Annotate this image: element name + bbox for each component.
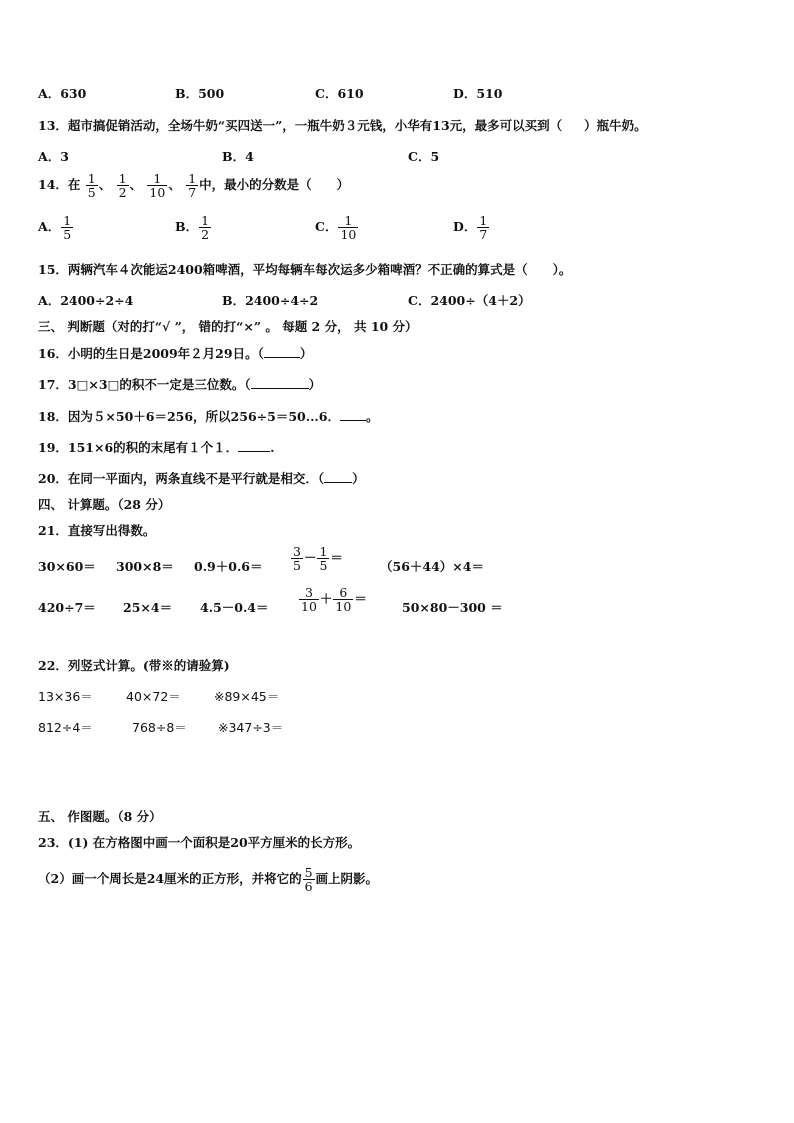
q21-item-1: 30×60＝ xyxy=(38,559,96,574)
q15-option-c: C．2400÷（4＋2） xyxy=(408,293,531,308)
question-13 xyxy=(38,116,647,134)
question-19: 19．151×6的积的末尾有１个１． . xyxy=(38,440,275,455)
q21-item-4: $\frac{3}{5}$ － $\frac{1}{5}$ ＝ xyxy=(293,544,343,574)
q21-item-7: 25×4＝ xyxy=(123,600,173,615)
question-18: 18．因为５×50＋6＝256，所以256÷5＝50...6． 。 xyxy=(38,409,379,424)
q22-item-1: 13×36＝ xyxy=(38,689,93,704)
q14-prefix: 14．在 xyxy=(38,177,81,193)
q14-option-d: D． $\frac{1}{7}$ xyxy=(453,213,488,243)
q22-item-5: 768÷8＝ xyxy=(132,720,187,735)
q12-option-d: D．510 xyxy=(453,86,503,101)
q14-option-a: A． $\frac{1}{5}$ xyxy=(38,213,72,243)
question-21-title: 21．直接写出得数。 xyxy=(38,523,156,538)
q13-option-a: A．3 xyxy=(38,149,69,164)
q15-option-b: B．2400÷4÷2 xyxy=(222,293,319,308)
q13-option-b: B．4 xyxy=(222,149,254,164)
q15-option-a: A．2400÷2÷4 xyxy=(38,293,134,308)
q13-option-c: C．5 xyxy=(408,149,440,164)
question-17: 17．3□×3□的积不一定是三位数。（ ） xyxy=(38,377,322,392)
q12-option-c: C．610 xyxy=(315,86,364,101)
q21-item-2: 300×8＝ xyxy=(116,559,174,574)
question-22-title: 22．列竖式计算。(带※的请验算) xyxy=(38,658,230,673)
q22-item-3: ※89×45＝ xyxy=(214,689,280,704)
q13-text: 13．超市搞促销活动，全场牛奶“买四送一”，一瓶牛奶３元钱，小华有13元，最多可以买到（ xyxy=(38,118,563,133)
q14-fraction-3: $\frac{1}{10}$ xyxy=(149,171,166,201)
question-23-part-2: （2）画一个周长是24厘米的正方形，并将它的 $\frac{5}{6}$ 画上阴影。 xyxy=(38,865,379,895)
section-4-heading: 四、 计算题。（28 分） xyxy=(38,497,171,512)
question-20: 20．在同一平面内，两条直线不是平行就是相交．（ ） xyxy=(38,471,365,486)
q21-item-10: 50×80－300 ＝ xyxy=(402,600,503,615)
section-3-heading: 三、 判断题（对的打“√ ”， 错的打“×” 。 每题 2 分， 共 10 分） xyxy=(38,319,418,334)
q14-fraction-2: $\frac{1}{2}$ xyxy=(118,171,127,201)
question-16: 16．小明的生日是2009年２月29日。（ ） xyxy=(38,346,313,361)
q21-item-5: （56＋44）×4＝ xyxy=(380,559,484,574)
q14-option-c: C． $\frac{1}{10}$ xyxy=(315,213,357,243)
q21-item-3: 0.9＋0.6＝ xyxy=(194,559,263,574)
question-15: 15．两辆汽车４次能运2400箱啤酒，平均每辆车每次运多少箱啤酒？不正确的算式是（ ）。 xyxy=(38,262,572,277)
question-14: 14．在 $\frac{1}{5}$ 、 $\frac{1}{2}$ 、 $\frac{1}{10}$ 、 $\frac{1}{7}$ 中，最小的分数是（ ） xyxy=(38,171,350,201)
section-5-heading: 五、 作图题。（8 分） xyxy=(38,809,162,824)
q21-item-9: $\frac{3}{10}$ ＋ $\frac{6}{10}$ ＝ xyxy=(301,585,367,615)
q22-item-6: ※347÷3＝ xyxy=(218,720,284,735)
q21-item-8: 4.5－0.4＝ xyxy=(200,600,269,615)
q14-option-b: B． $\frac{1}{2}$ xyxy=(175,213,210,243)
q21-item-6: 420÷7＝ xyxy=(38,600,96,615)
q13-text-after: ）瓶牛奶。 xyxy=(584,118,647,133)
q12-option-a: A．630 xyxy=(38,86,87,101)
q14-suffix: 中，最小的分数是（ ） xyxy=(199,177,350,193)
q14-fraction-4: $\frac{1}{7}$ xyxy=(188,171,197,201)
q22-item-4: 812÷4＝ xyxy=(38,720,93,735)
q14-fraction-1: $\frac{1}{5}$ xyxy=(87,171,96,201)
question-23-part-1: 23．(1) 在方格图中画一个面积是20平方厘米的长方形。 xyxy=(38,835,361,850)
q22-item-2: 40×72＝ xyxy=(126,689,181,704)
q12-option-b: B．500 xyxy=(175,86,225,101)
